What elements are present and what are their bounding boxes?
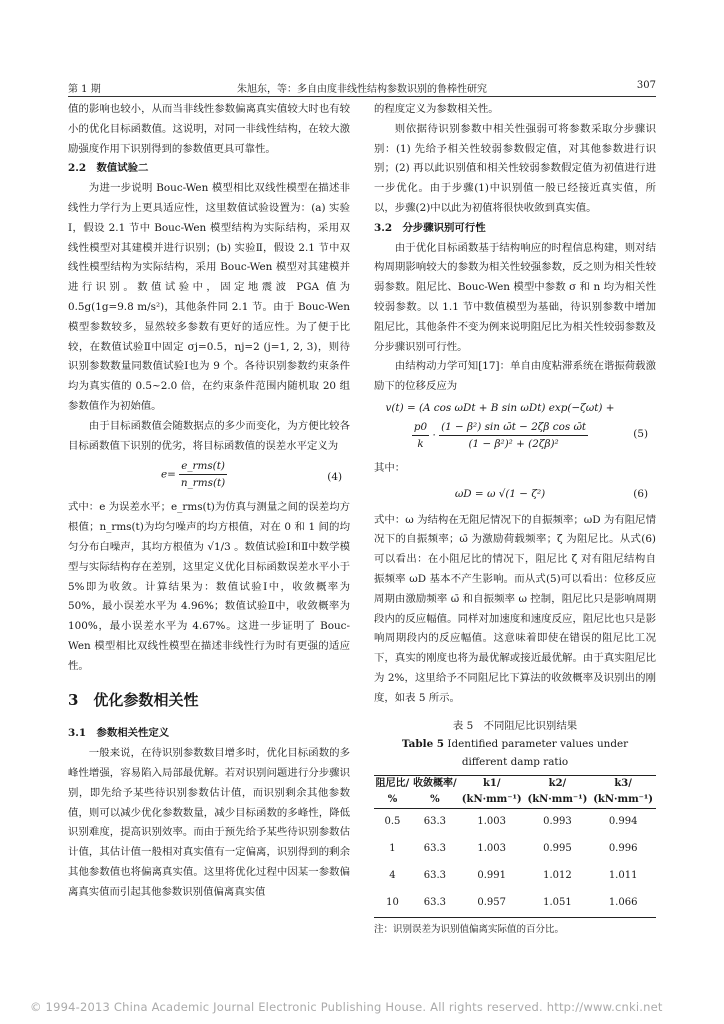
- table-caption-en-label: Table 5: [401, 737, 445, 750]
- page-number: 307: [636, 80, 656, 91]
- table-caption-cn: 表 5 不同阻尼比识别结果: [452, 719, 578, 732]
- paragraph: 值的影响也较小，从而当非线性参数偏离真实值较大时也有较小的优化目标函数值。这说明，对同一非线性结构，在较大激励强度作用下识别得到的参数值更具可靠性。: [68, 103, 350, 155]
- eq5-prefactor-num: p0: [412, 419, 429, 436]
- section-heading-3-2: 3.2 分步骤识别可行性: [374, 221, 486, 234]
- table-cell: 0.996: [608, 843, 638, 855]
- table-header-unit: (kN·mm⁻¹): [525, 792, 591, 809]
- table-caption-en: [374, 735, 656, 771]
- running-header: [68, 80, 656, 96]
- table-header: k3/: [590, 775, 656, 792]
- eq4-lhs: e=: [161, 468, 176, 481]
- equation-number: (5): [633, 427, 648, 440]
- table-row: [374, 863, 656, 890]
- table-header-row: [374, 775, 656, 792]
- eq5-denominator: (1 − β²)² + (2ζβ)²: [468, 437, 559, 450]
- eq4-numerator: e_rms(t): [179, 458, 227, 475]
- results-table: [374, 775, 656, 918]
- table-cell: 1.012: [543, 870, 572, 882]
- table-row: [374, 808, 656, 836]
- table-5: [374, 717, 656, 940]
- eq4-denominator: n_rms(t): [180, 477, 226, 490]
- table-header: k2/: [525, 775, 591, 792]
- copyright-footer: © 1994-2013 China Academic Journal Electronic Publishing House. All rights reserved. http://www.cnki.net: [30, 1000, 663, 1014]
- paragraph: 为进一步说明 Bouc-Wen 模型相比双线性模型在描述非线性力学行为上更具适应性，这里数值试验设置为：(a) 实验Ⅰ，假设 2.1 节中 Bouc-Wen 模型结构为实际结构，采用双线性模型对其建模并进行识别；(b) 实验Ⅱ，假设 2.1 节中双线性模型结构为实际结构，采用 Bouc-Wen 模型对其建模并进行识别。数值试验中，固定地震波 PGA 值为 0.5g(1g=9.8 m/s²)，其他条件同 2.1 节。由于 Bouc-Wen 模型参数较多，显然较多参数有更好的适应性。为了便于比较，在数值试验Ⅱ中固定 σj=0.5，nj=2 (j=1, 2, 3)，则待识别参数数量同数值试验Ⅰ也为 9 个。各待识别参数约束条件均为真实值的 0.5~2.0 倍，在约束条件范围内随机取 20 组参数值作为初始值。: [68, 182, 350, 412]
- table-header: 阻尼比/: [374, 775, 411, 792]
- eq4-fraction: [179, 458, 227, 491]
- left-column: [68, 100, 350, 902]
- equation-4: [68, 458, 350, 496]
- equation-6: [374, 481, 656, 509]
- paragraph: 则依据待识别参数中相关性强弱可将参数采取分步骤识别：(1) 先给予相关性较弱参数假定值，对其他参数进行识别；(2) 再以此识别值和相关性较弱参数假定值为初值进行进一步优化。由于步骤(1)中识别值一般已经接近真实值，所以，步骤(2)中以此为初值将很快收敛到真实值。: [374, 122, 656, 214]
- table-header-row: [374, 792, 656, 809]
- paragraph: 式中：e 为误差水平；e_rms(t)为仿真与测量之间的误差均方根值；n_rms(t)为均匀噪声的均方根值，对在 0 和 1 间的均匀分布白噪声，其均方根值为 √1/3 。数值试验Ⅰ和Ⅱ中数学模型与实际结构存在差别，这里定义优化目标函数误差水平小于 5%即为收敛。计算结果为：数值试验Ⅰ中，收敛概率为 50%，最小误差水平为 4.96%；数值试验Ⅱ中，收敛概率为 100%，最小误差水平为 4.67%。这进一步证明了 Bouc-Wen 模型相比双线性模型在描述非线性行为时有更强的适应性。: [68, 501, 350, 672]
- table-caption-en-text: Identified parameter values under different damp ratio: [447, 737, 629, 768]
- table-header-unit: %: [411, 792, 459, 809]
- table-cell: 1: [389, 843, 396, 855]
- table-header: k1/: [459, 775, 525, 792]
- table-cell: 63.3: [411, 890, 459, 918]
- right-column: [374, 100, 656, 939]
- eq5-prefactor: [412, 419, 429, 452]
- section-heading-2-2: 2.2 数值试验二: [68, 162, 149, 175]
- paragraph: 式中：ω 为结构在无阻尼情况下的自振频率；ωD 为有阻尼情况下的自振频率；ω̄ 为激励荷载频率；ζ 为阻尼比。从式(6)可以看出：在小阻尼比的情况下，阻尼比 ζ 对有阻尼结构自振频率 ωD 基本不产生影响。而从式(5)可以看出：位移反应周期由激励频率 ω̄ 和自振频率 ω 控制，阻尼比只是影响周期段内的反应幅值。同样对加速度和速度反应，阻尼比也只是影响周期段内的反应幅值。这意味着即使在错误的阻尼比工况下，真实的刚度也将为最优解或接近最优解。由于真实阻尼比为 2%，这里给予不同阻尼比下算法的收敛概率及识别出的刚度，如表 5 所示。: [374, 513, 656, 704]
- equation-number: (6): [633, 487, 648, 500]
- equation-5: v(t) = (A cos ωDt + B sin ωDt) exp(−ζωt) + $\frac{p0}{k}$ · $\frac{\text{(1 − β²) sin ω̄t − 2ζβ cos ω̄t}}{\text{(1 − β²)² + (2ζβ)²}}$ (5): [374, 399, 656, 457]
- table-header-unit: %: [374, 792, 411, 809]
- eq6-body: ωD = ω √(1 − ζ²): [454, 487, 546, 500]
- paragraph: 由于目标函数值会随数据点的多少而变化，为方便比较各目标函数值下识别的优劣，将目标函数值的误差水平定义为: [68, 419, 350, 452]
- table-row: [374, 836, 656, 863]
- issue-number: 第 1 期: [68, 84, 101, 95]
- table-cell: 0.957: [459, 890, 525, 918]
- paragraph: 由结构动力学可知[17]：单自由度粘滞系统在谐振荷载激励下的位移反应为: [374, 360, 656, 393]
- table-header: 收敛概率/: [411, 775, 459, 792]
- table-cell: 1.011: [608, 870, 638, 882]
- header-rule: [68, 96, 656, 97]
- eq5-prefactor-den: k: [417, 437, 424, 450]
- section-heading-3: 3 优化参数相关性: [68, 690, 199, 709]
- table-cell: 63.3: [423, 843, 447, 855]
- eq5-line1: v(t) = (A cos ωDt + B sin ωDt) exp(−ζωt) +: [385, 401, 615, 414]
- table-note: 注：识别误差为识别值偏离实际值的百分比。: [374, 923, 565, 935]
- equation-number: (4): [327, 471, 342, 484]
- paragraph: 由于优化目标函数基于结构响应的时程信息构建，则对结构周期影响较大的参数为相关性较强参数，反之则为相关性较弱参数。阻尼比、Bouc-Wen 模型中参数 σ 和 n 均为相关性较弱参数。以 1.1 节中数值模型为基础，待识别参数中增加阻尼比，其他条件不变为例来说明阻尼比为相关性较弱参数及分步骤识别可行性。: [374, 241, 656, 353]
- where-label: 其中：: [374, 461, 406, 474]
- table-cell: 0.993: [543, 816, 572, 828]
- table-cell: 10: [374, 890, 411, 918]
- table-header-unit: (kN·mm⁻¹): [590, 792, 656, 809]
- table-cell: 1.003: [477, 843, 507, 855]
- running-title: 朱旭东，等：多自由度非线性结构参数识别的鲁棒性研究: [237, 84, 487, 95]
- table-cell: 0.5: [384, 816, 401, 828]
- table-cell: 0.991: [477, 870, 507, 882]
- table-cell: 1.051: [525, 890, 591, 918]
- table-cell: 0.995: [543, 843, 572, 855]
- table-cell: 0.994: [608, 816, 638, 828]
- eq5-numerator: (1 − β²) sin ω̄t − 2ζβ cos ω̄t: [439, 419, 588, 436]
- table-cell: 4: [389, 870, 396, 882]
- table-row: [374, 890, 656, 918]
- eq5-fraction: [439, 419, 588, 452]
- section-heading-3-1: 3.1 参数相关性定义: [68, 727, 170, 740]
- table-header-unit: (kN·mm⁻¹): [459, 792, 525, 809]
- table-cell: 1.003: [477, 816, 507, 828]
- table-cell: 63.3: [423, 870, 447, 882]
- table-cell: 63.3: [423, 816, 447, 828]
- table-cell: 1.066: [590, 890, 656, 918]
- paragraph: 一般来说，在待识别参数数目增多时，优化目标函数的多峰性增强，容易陷入局部最优解。若对识别问题进行分步骤识别，即先给予某些待识别参数估计值，而识别剩余其他参数值，则可以减少优化参数数量，减少目标函数的多峰性，降低识别难度，提高识别效率。而由于预先给予某些待识别参数估计值，其估计值一般相对真实值有一定偏离，识别得到的剩余其他参数值也将偏离真实值。这里将优化过程中因某一参数偏离真实值而引起其他参数识别值偏离真实值: [68, 747, 350, 898]
- paragraph: 的程度定义为参数相关性。: [374, 103, 499, 115]
